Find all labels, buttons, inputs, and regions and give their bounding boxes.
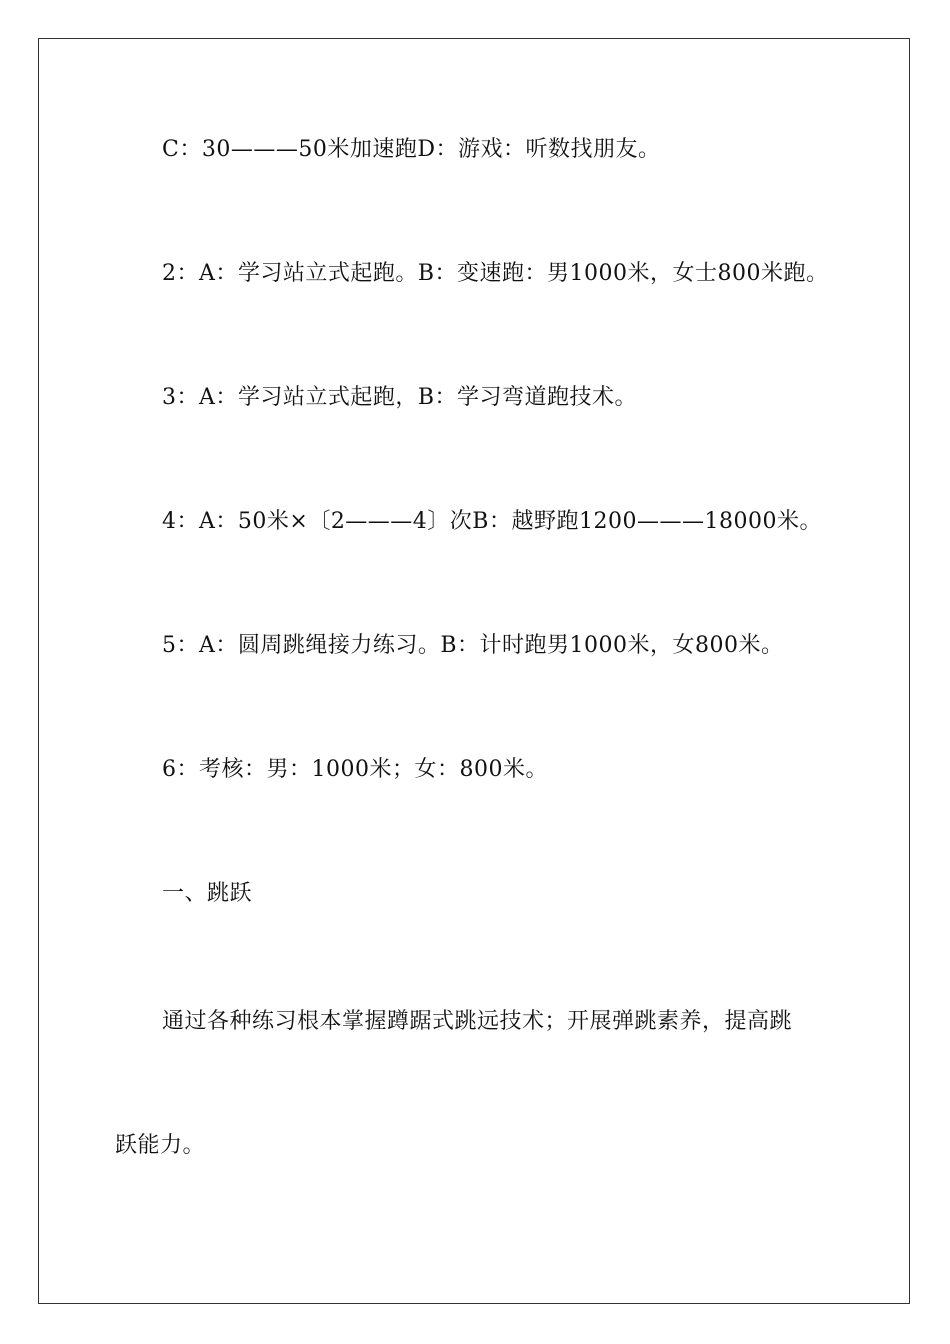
page-border — [38, 38, 910, 1304]
paragraph-line-objective: 通过各种练习根本掌握蹲踞式跳远技术；开展弹跳素养，提高跳 — [162, 1009, 793, 1034]
paragraph-line-2: 2：A：学习站立式起跑。B：变速跑：男1000米，女士800米跑。 — [162, 261, 829, 286]
paragraph-line-5: 5：A：圆周跳绳接力练习。B：计时跑男1000米，女800米。 — [162, 633, 784, 658]
paragraph-line-6: 6：考核：男：1000米；女：800米。 — [162, 757, 548, 782]
paragraph-line-c: C：30———50米加速跑D：游戏：听数找朋友。 — [162, 137, 661, 162]
paragraph-line-objective-cont: 跃能力。 — [115, 1133, 206, 1158]
paragraph-line-4: 4：A：50米×〔2———4〕次B：越野跑1200———18000米。 — [162, 509, 822, 534]
section-heading-jump: 一、跳跃 — [162, 881, 253, 906]
paragraph-line-3: 3：A：学习站立式起跑，B：学习弯道跑技术。 — [162, 385, 638, 410]
